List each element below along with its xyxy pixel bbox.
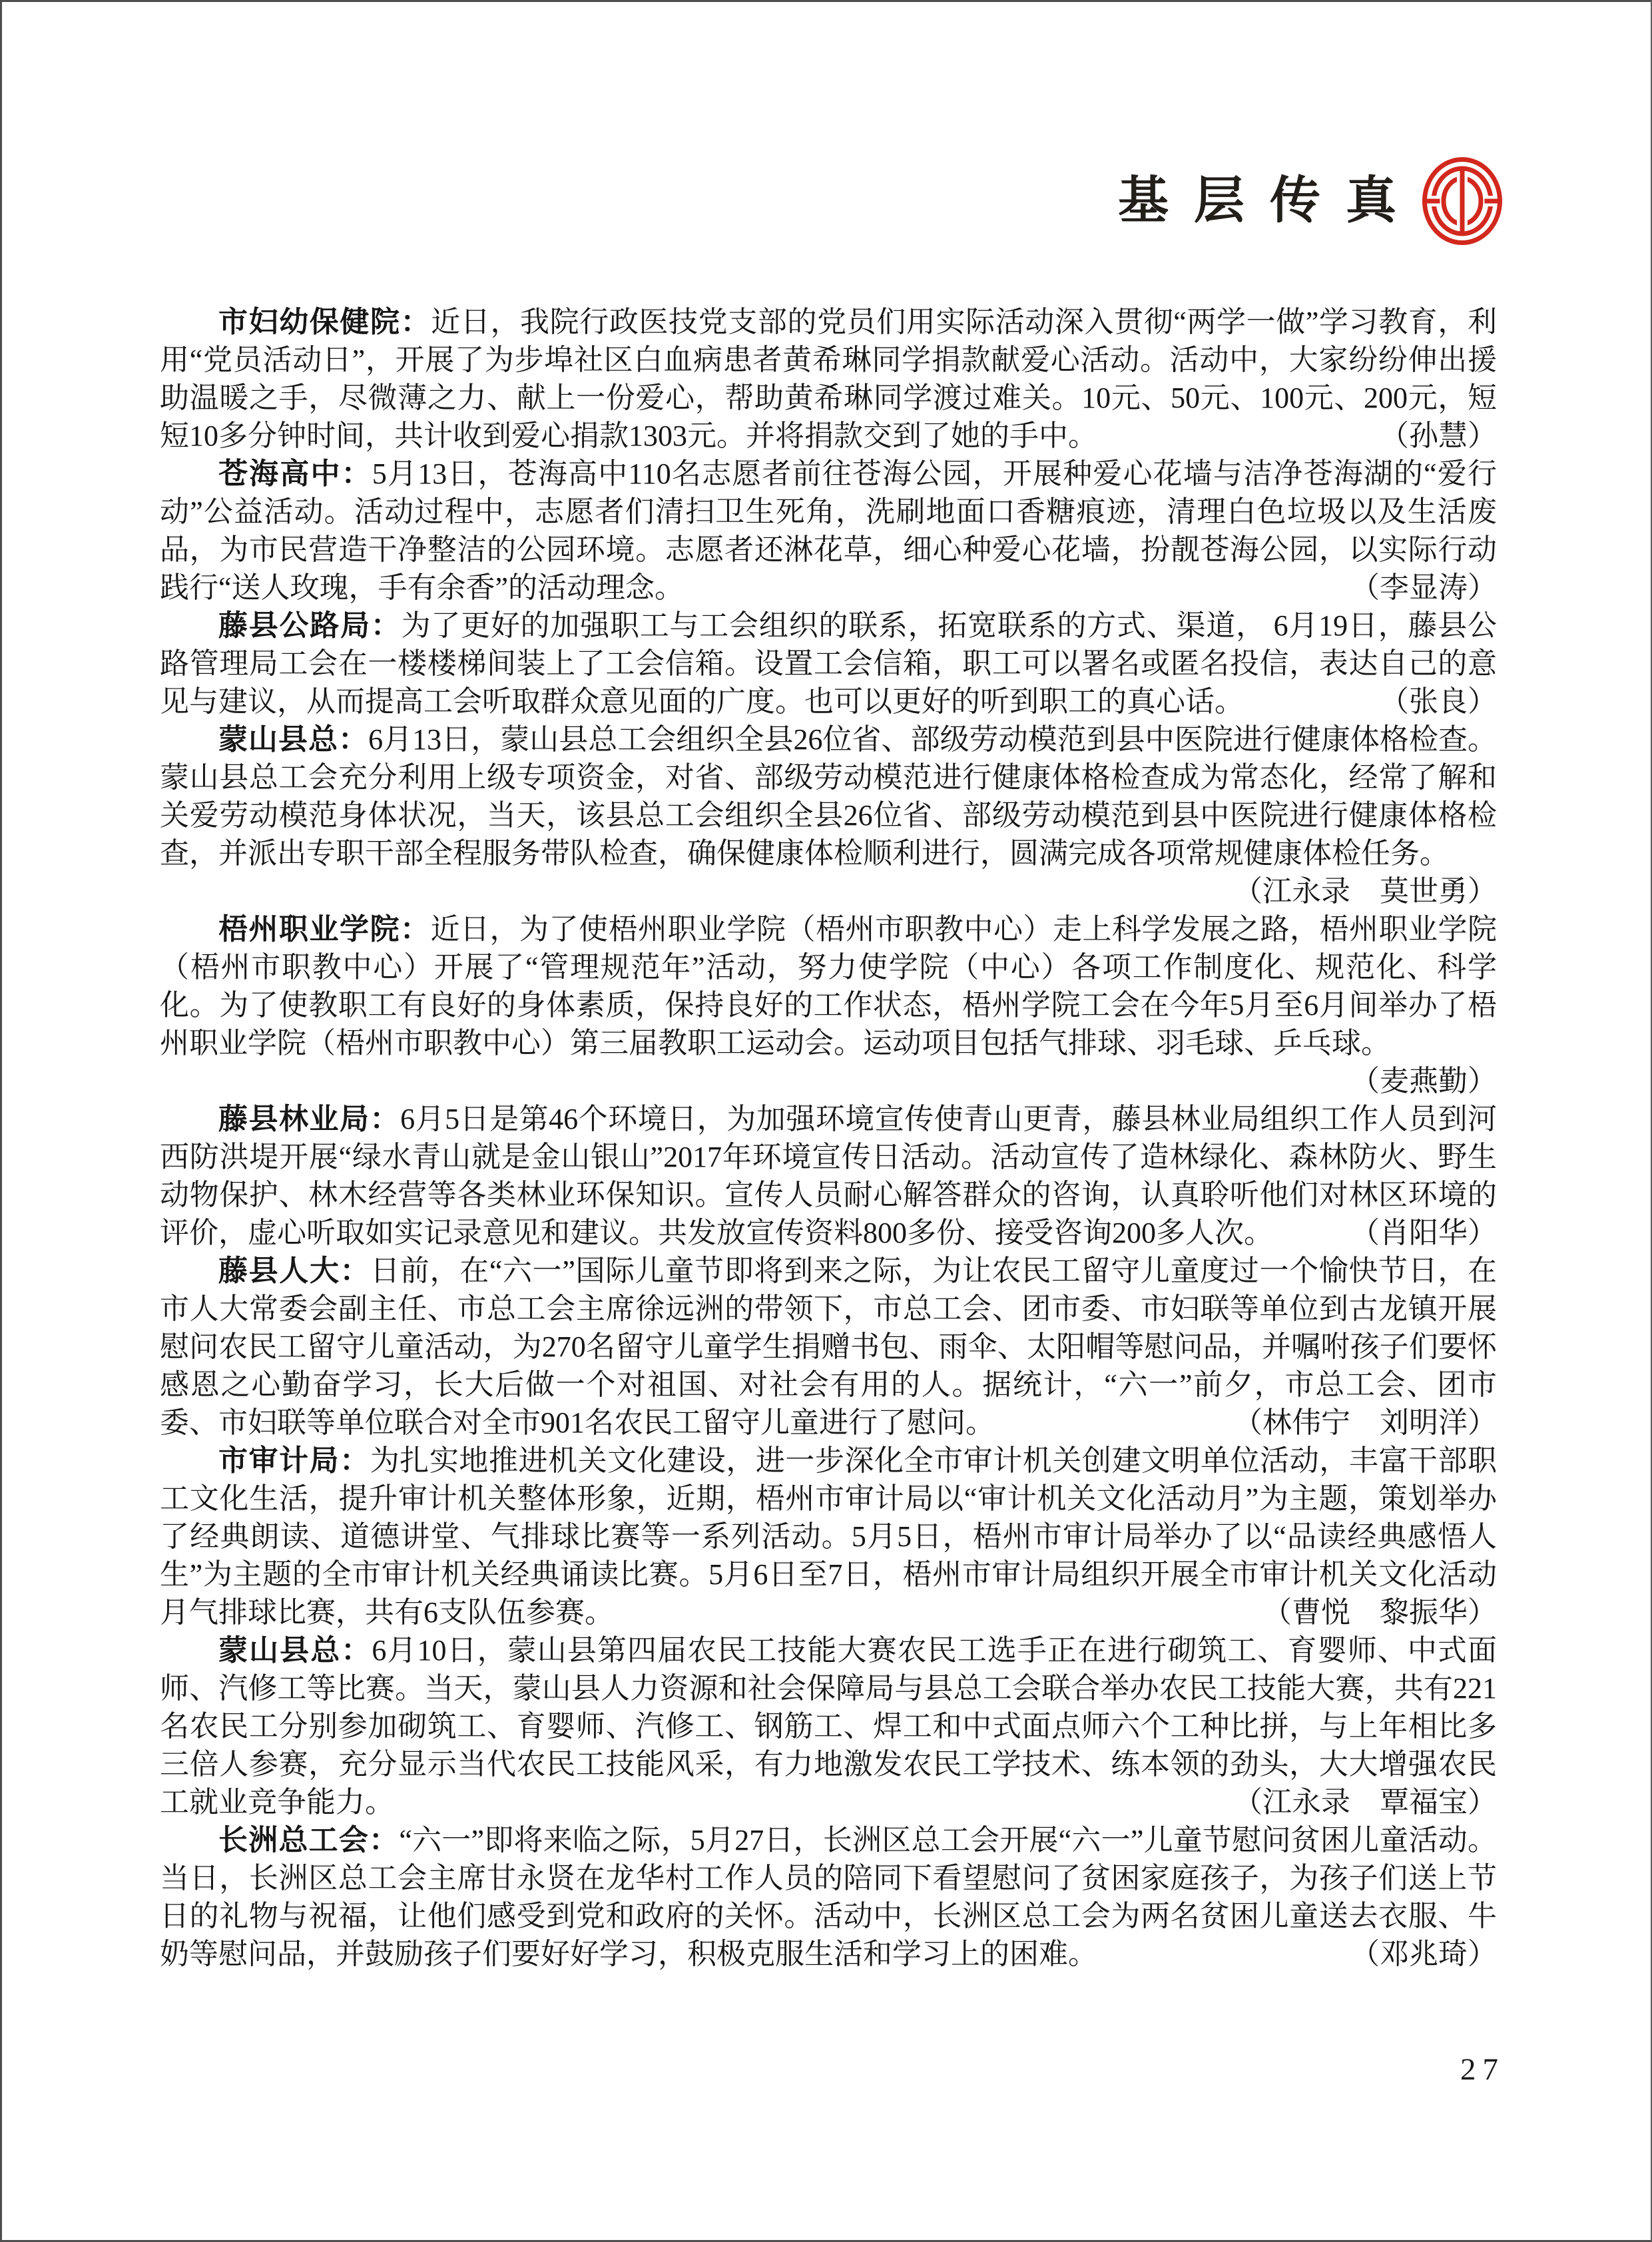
org-name: 梧州职业学院： — [218, 913, 431, 946]
article-body: 日前，在“六一”国际儿童节即将到来之际，为让农民工留守儿童度过一个愉快节日，在市人大常委会副主任、市总工会主席徐远洲的带领下，市总工会、团市委、市妇联等单位到古龙镇开展慰问农民工留守儿童活动，为270名留守儿童学生捐赠书包、雨伞、太阳帽等慰问品，并嘱咐孩子们要怀感恩之心勤奋学习，长大后做一个对祖国、对社会有用的人。据统计，“六一”前夕，市总工会、团市委、市妇联等单位联合对全市901名农民工留守儿童进行了慰问。 — [160, 1255, 1497, 1439]
trade-union-logo-icon — [1422, 156, 1503, 246]
article-body: 6月10日，蒙山县第四届农民工技能大赛农民工选手正在进行砌筑工、育婴师、中式面师、汽修工等比赛。当天，蒙山县人力资源和社会保障局与县总工会联合举办农民工技能大赛，共有221名农民工分别参加砌筑工、育婴师、汽修工、钢筋工、焊工和中式面点师六个工种比拼，与上年相比多三倍人参赛，充分显示当代农民工技能风采，有力地激发农民工学技术、练本领的劲头，大大增强农民工就业竞争能力。 — [160, 1634, 1497, 1819]
article-body: 6月13日，蒙山县总工会组织全县26位省、部级劳动模范到县中医院进行健康体格检查。蒙山县总工会充分利用上级专项资金，对省、部级劳动模范进行健康体格检查成为常态化，经常了解和关爱劳动模范身体状况，当天，该县总工会组织全县26位省、部级劳动模范到县中医院进行健康体格检查，并派出专职干部全程服务带队检查，确保健康体检顺利进行，圆满完成各项常规健康体检任务。 — [160, 723, 1498, 870]
section-title: 基层传真 — [1118, 173, 1422, 229]
article-item — [160, 1100, 1497, 1252]
articles-column — [160, 303, 1497, 1973]
article-item — [160, 1252, 1497, 1442]
author-signature: （江永录 覃福宝） — [1233, 1786, 1497, 1819]
page-header — [1118, 156, 1503, 246]
author-signature: （曹悦 黎振华） — [1262, 1596, 1497, 1629]
article-item — [160, 1442, 1497, 1631]
author-signature: （张良） — [1380, 685, 1497, 718]
org-name: 藤县林业局： — [218, 1103, 401, 1135]
org-name: 藤县公路局： — [218, 609, 402, 642]
article-body: 近日，我院行政医技党支部的党员们用实际活动深入贯彻“两学一做”学习教育，利用“党员活动日”，开展了为步埠社区白血病患者黄希琳同学捐款献爱心活动。活动中，大家纷纷伸出援助温暖之手，尽微薄之力、献上一份爱心，帮助黄希琳同学渡过难关。10元、50元、100元、200元，短短10多分钟时间，共计收到爱心捐款1303元。并将捐款交到了她的手中。 — [160, 306, 1498, 452]
article-body: 为了更好的加强职工与工会组织的联系，拓宽联系的方式、渠道， 6月19日，藤县公路管理局工会在一楼楼梯间装上了工会信箱。设置工会信箱，职工可以署名或匿名投信，表达自己的意见与建议，从而提高工会听取群众意见面的广度。也可以更好的听到职工的真心话。 — [160, 609, 1498, 718]
org-name: 长洲总工会： — [218, 1824, 400, 1856]
page-number: 27 — [1460, 2052, 1505, 2087]
article-body: “六一”即将来临之际，5月27日，长洲区总工会开展“六一”儿童节慰问贫困儿童活动。当日，长洲区总工会主席甘永贤在龙华村工作人员的陪同下看望慰问了贫困家庭孩子，为孩子们送上节日的礼物与祝福，让他们感受到党和政府的关怀。活动中，长洲区总工会为两名贫困儿童送去衣服、牛奶等慰问品，并鼓励孩子们要好好学习，积极克服生活和学习上的困难。 — [160, 1824, 1498, 1970]
author-signature: （林伟宁 刘明洋） — [1233, 1406, 1497, 1439]
author-signature: （麦燕勤） — [1350, 1065, 1497, 1097]
article-body: 6月5日是第46个环境日，为加强环境宣传使青山更青，藤县林业局组织工作人员到河西防洪堤开展“绿水青山就是金山银山”2017年环境宣传日活动。活动宣传了造林绿化、森林防火、野生动物保护、林木经营等各类林业环保知识。宣传人员耐心解答群众的咨询，认真聆听他们对林区环境的评价，虚心听取如实记录意见和建议。共发放宣传资料800多份、接受咨询200多人次。 — [160, 1103, 1498, 1249]
org-name: 藤县人大： — [218, 1255, 371, 1287]
author-signature: （李显涛） — [1350, 571, 1497, 604]
article-item — [160, 910, 1497, 1100]
org-name: 苍海高中： — [218, 457, 372, 490]
article-item — [160, 1631, 1497, 1821]
org-name: 蒙山县总： — [218, 1634, 372, 1667]
org-name: 蒙山县总： — [218, 723, 369, 756]
author-signature: （邓兆琦） — [1350, 1938, 1497, 1970]
article-item — [160, 1821, 1497, 1973]
article-item — [160, 303, 1497, 455]
article-item — [160, 720, 1497, 910]
article-item — [160, 607, 1497, 720]
article-body: 为扎实地推进机关文化建设，进一步深化全市审计机关创建文明单位活动，丰富干部职工文化生活，提升审计机关整体形象，近期，梧州市审计局以“审计机关文化活动月”为主题，策划举办了经典朗读、道德讲堂、气排球比赛等一系列活动。5月5日，梧州市审计局举办了以“品读经典感悟人生”为主题的全市审计机关经典诵读比赛。5月6日至7日，梧州市审计局组织开展全市审计机关文化活动月气排球比赛，共有6支队伍参赛。 — [160, 1444, 1498, 1629]
author-signature: （孙慧） — [1380, 420, 1497, 452]
author-signature: （江永录 莫世勇） — [1233, 875, 1497, 908]
article-body: 近日，为了使梧州职业学院（梧州市职教中心）走上科学发展之路，梧州职业学院（梧州市职教中心）开展了“管理规范年”活动，努力使学院（中心）各项工作制度化、规范化、科学化。为了使教职工有良好的身体素质，保持良好的工作状态，梧州学院工会在今年5月至6月间举办了梧州职业学院（梧州市职教中心）第三届教职工运动会。运动项目包括气排球、羽毛球、乒乓球。 — [160, 913, 1497, 1059]
article-item — [160, 455, 1497, 607]
org-name: 市审计局： — [218, 1444, 370, 1477]
author-signature: （肖阳华） — [1350, 1217, 1497, 1249]
org-name: 市妇幼保健院： — [218, 306, 431, 338]
article-body: 5月13日，苍海高中110名志愿者前往苍海公园，开展种爱心花墙与洁净苍海湖的“爱行动”公益活动。活动过程中，志愿者们清扫卫生死角，洗刷地面口香糖痕迹，清理白色垃圾以及生活废品，为市民营造干净整洁的公园环境。志愿者还淋花草，细心种爱心花墙，扮靓苍海公园，以实际行动践行“送人玫瑰，手有余香”的活动理念。 — [160, 457, 1498, 604]
